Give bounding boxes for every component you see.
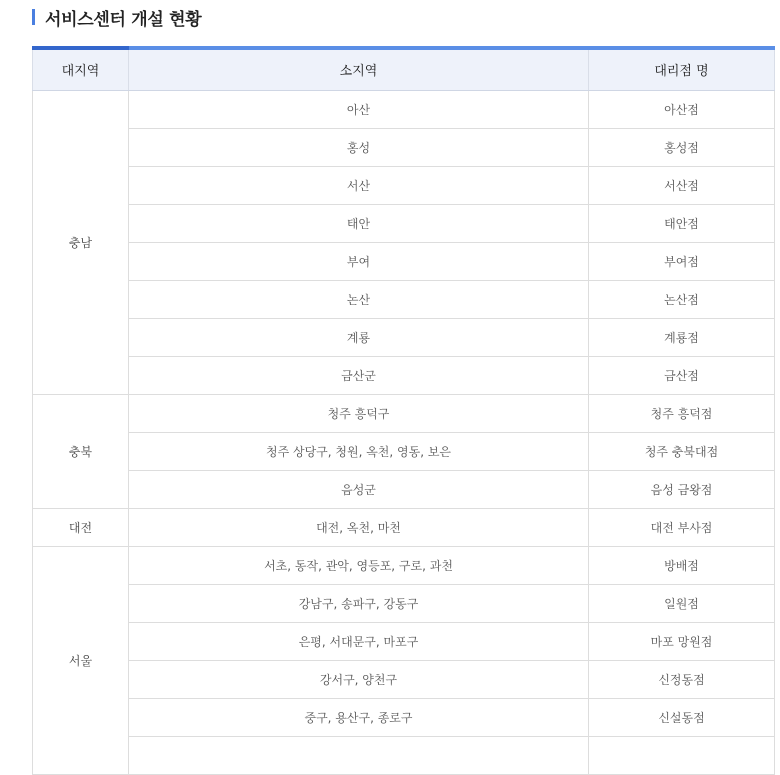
header-branch-name: 대리점 명	[589, 48, 775, 90]
sub-region-cell: 강서구, 양천구	[129, 660, 589, 698]
sub-region-cell: 대전, 옥천, 마천	[129, 508, 589, 546]
table-row	[33, 736, 775, 774]
sub-region-cell: 은평, 서대문구, 마포구	[129, 622, 589, 660]
table-row	[33, 356, 775, 394]
table-header-row	[33, 48, 775, 90]
sub-region-cell: 아산	[129, 90, 589, 128]
service-center-table	[32, 46, 775, 775]
header-sub-region: 소지역	[129, 48, 589, 90]
table-row	[33, 432, 775, 470]
service-center-table-wrap	[32, 46, 774, 775]
sub-region-cell: 음성군	[129, 470, 589, 508]
table-row	[33, 622, 775, 660]
branch-name-cell: 청주 흥덕점	[589, 394, 775, 432]
table-row	[33, 90, 775, 128]
branch-name-cell: 서산점	[589, 166, 775, 204]
sub-region-cell: 홍성	[129, 128, 589, 166]
branch-name-cell: 계룡점	[589, 318, 775, 356]
sub-region-cell	[129, 736, 589, 774]
header-major-region: 대지역	[33, 48, 129, 90]
branch-name-cell: 청주 충북대점	[589, 432, 775, 470]
branch-name-cell	[589, 736, 775, 774]
branch-name-cell: 마포 망원점	[589, 622, 775, 660]
table-row	[33, 470, 775, 508]
table-row	[33, 280, 775, 318]
sub-region-cell: 중구, 용산구, 종로구	[129, 698, 589, 736]
title-accent-bar	[32, 9, 35, 25]
table-row	[33, 128, 775, 166]
sub-region-cell: 서산	[129, 166, 589, 204]
branch-name-cell: 부여점	[589, 242, 775, 280]
sub-region-cell: 청주 상당구, 청원, 옥천, 영동, 보은	[129, 432, 589, 470]
branch-name-cell: 방배점	[589, 546, 775, 584]
table-row	[33, 318, 775, 356]
branch-name-cell: 신설동점	[589, 698, 775, 736]
sub-region-cell: 서초, 동작, 관악, 영등포, 구로, 과천	[129, 546, 589, 584]
major-region-cell: 충북	[33, 394, 129, 508]
branch-name-cell: 일원점	[589, 584, 775, 622]
section-title	[32, 6, 201, 28]
sub-region-cell: 계룡	[129, 318, 589, 356]
branch-name-cell: 대전 부사점	[589, 508, 775, 546]
branch-name-cell: 금산점	[589, 356, 775, 394]
branch-name-cell: 아산점	[589, 90, 775, 128]
table-row	[33, 698, 775, 736]
page-title: 서비스센터 개설 현황	[45, 9, 202, 30]
branch-name-cell: 신정동점	[589, 660, 775, 698]
branch-name-cell: 홍성점	[589, 128, 775, 166]
major-region-cell: 충남	[33, 90, 129, 394]
sub-region-cell: 강남구, 송파구, 강동구	[129, 584, 589, 622]
sub-region-cell: 부여	[129, 242, 589, 280]
sub-region-cell: 금산군	[129, 356, 589, 394]
branch-name-cell: 논산점	[589, 280, 775, 318]
sub-region-cell: 청주 흥덕구	[129, 394, 589, 432]
branch-name-cell: 음성 금왕점	[589, 470, 775, 508]
branch-name-cell: 태안점	[589, 204, 775, 242]
table-row	[33, 394, 775, 432]
sub-region-cell: 논산	[129, 280, 589, 318]
major-region-cell: 서울	[33, 546, 129, 774]
sub-region-cell: 태안	[129, 204, 589, 242]
major-region-cell: 대전	[33, 508, 129, 546]
table-body	[33, 90, 775, 774]
table-row	[33, 508, 775, 546]
table-row	[33, 546, 775, 584]
table-row	[33, 242, 775, 280]
table-row	[33, 166, 775, 204]
table-row	[33, 204, 775, 242]
table-row	[33, 584, 775, 622]
table-row	[33, 660, 775, 698]
